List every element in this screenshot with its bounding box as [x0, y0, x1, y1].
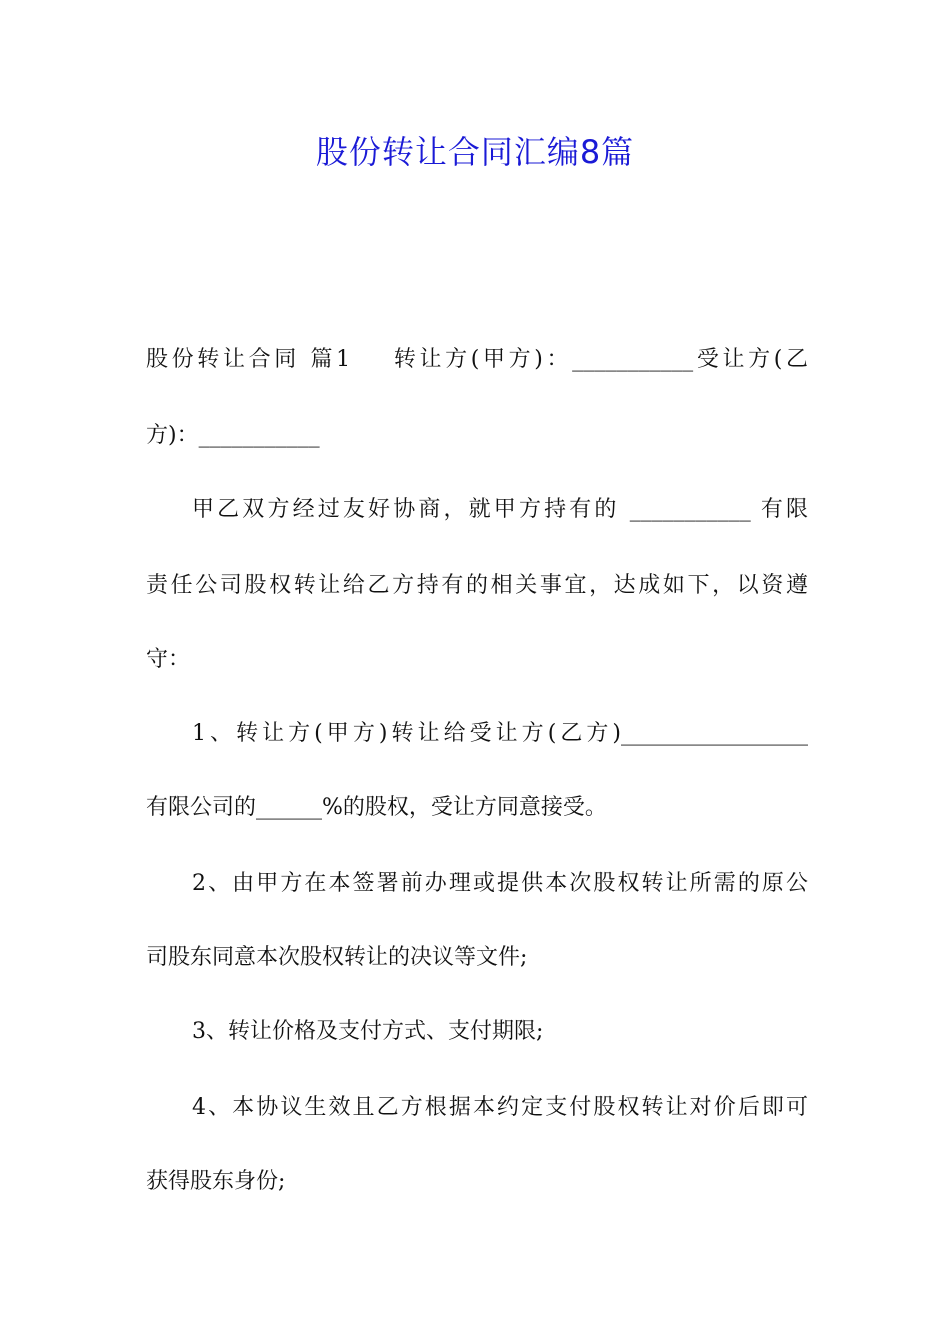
paragraph-line: 甲乙双方经过友好协商，就甲方持有的 ___________ 有限	[192, 497, 808, 522]
paragraph-line: 守：	[146, 647, 191, 672]
clause-3-line: 3、转让价格及支付方式、支付期限;	[192, 1019, 544, 1044]
clause-1-line: 有限公司的______%的股权，受让方同意接受。	[146, 795, 607, 820]
contract-heading: 股份转让合同 篇1	[146, 347, 351, 372]
clause-4-line: 获得股东身份;	[146, 1169, 286, 1194]
transferee-field: 方)：___________	[146, 423, 320, 448]
document-title: 股份转让合同汇编8篇	[315, 133, 635, 171]
paragraph-line: 责任公司股权转让给乙方持有的相关事宜，达成如下，以资遵	[146, 573, 808, 598]
clause-4-line: 4、本协议生效且乙方根据本约定支付股权转让对价后即可	[192, 1095, 808, 1120]
contract-heading-line	[146, 342, 808, 378]
clause-1-line: 1、转让方(甲方)转让给受让方(乙方)_________________	[192, 721, 808, 746]
clause-2-line: 司股东同意本次股权转让的决议等文件;	[146, 945, 528, 970]
clause-2-line: 2、由甲方在本签署前办理或提供本次股权转让所需的原公	[192, 871, 808, 896]
transferor-field: 转让方(甲方)：___________受让方(乙	[390, 347, 808, 372]
